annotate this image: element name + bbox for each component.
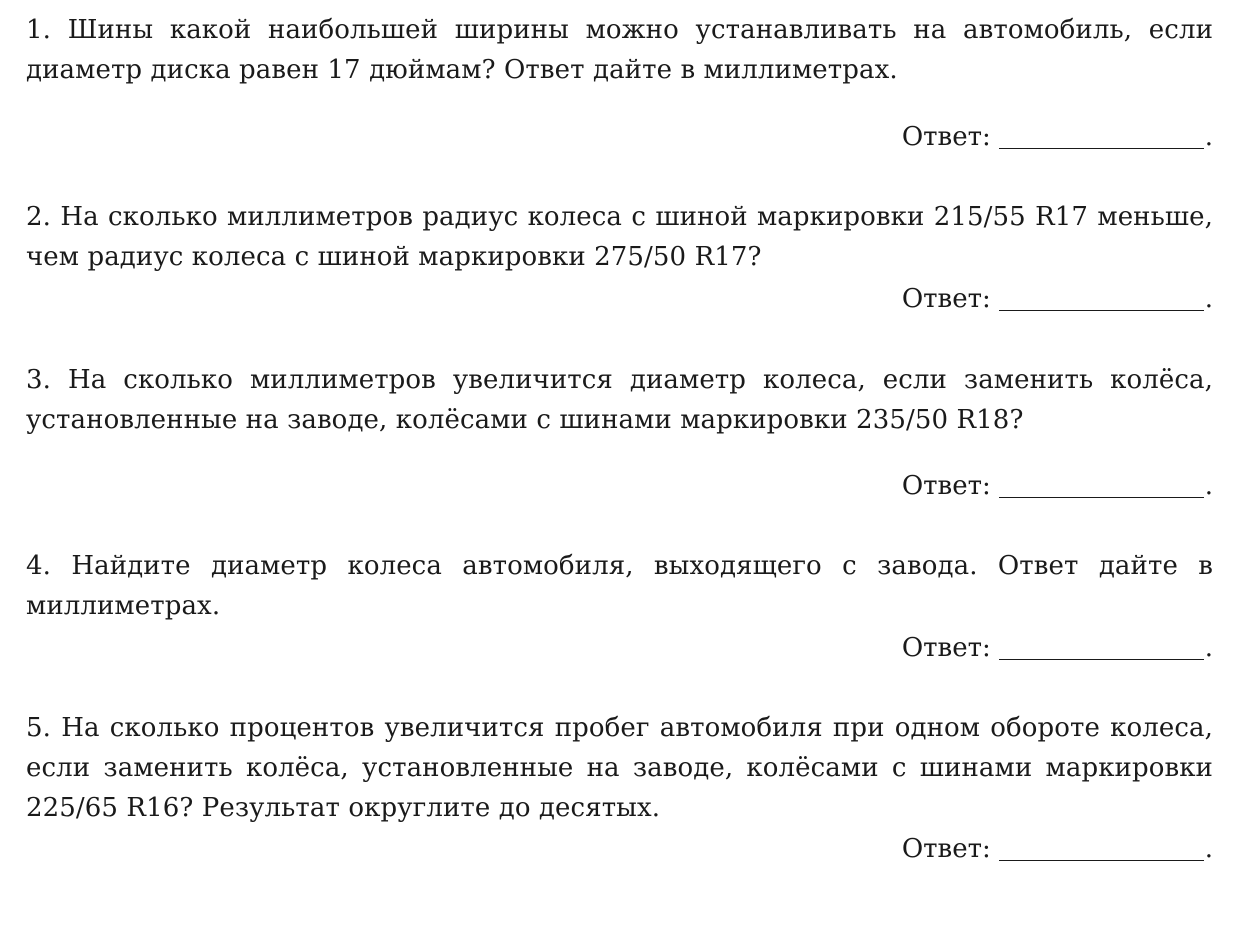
- answer-end: .: [1204, 834, 1213, 864]
- question-1: [26, 10, 1213, 90]
- answer-end: .: [1204, 284, 1213, 314]
- answer-label: Ответ:: [901, 633, 991, 663]
- question-3: [26, 360, 1213, 440]
- question-2: [26, 197, 1213, 277]
- answer-line-5: [902, 829, 1213, 869]
- answer-end: .: [1204, 122, 1213, 152]
- answer-blank-3[interactable]: [999, 471, 1204, 498]
- answer-label: Ответ:: [901, 834, 991, 864]
- question-4-text: 4. Найдите диаметр колеса автомобиля, выходящего с завода. Ответ дайте в миллиметрах.: [26, 551, 1213, 621]
- answer-line-3: [902, 466, 1213, 506]
- question-3-text: 3. На сколько миллиметров увеличится диаметр колеса, если заменить колёса, установленные на заводе, колёсами с шинами маркировки 235/50 R18?: [26, 365, 1213, 435]
- answer-label: Ответ:: [901, 122, 991, 152]
- answer-end: .: [1204, 471, 1213, 501]
- answer-blank-1[interactable]: [999, 122, 1204, 149]
- answer-line-1: [902, 117, 1213, 157]
- answer-end: .: [1204, 633, 1213, 663]
- answer-blank-4[interactable]: [999, 633, 1204, 660]
- answer-blank-2[interactable]: [999, 284, 1204, 311]
- answer-label: Ответ:: [901, 284, 991, 314]
- answer-line-2: [902, 279, 1213, 319]
- question-4: [26, 546, 1213, 626]
- answer-label: Ответ:: [901, 471, 991, 501]
- question-2-text: 2. На сколько миллиметров радиус колеса с шиной маркировки 215/55 R17 меньше, чем радиус колеса с шиной маркировки 275/50 R17?: [26, 202, 1213, 272]
- question-5: [26, 708, 1213, 828]
- question-5-text: 5. На сколько процентов увеличится пробег автомобиля при одном обороте колеса, если заменить колёса, установленные на заводе, колёсами с шинами маркировки 225/65 R16? Результат округлите до десятых.: [26, 713, 1213, 823]
- answer-blank-5[interactable]: [999, 834, 1204, 861]
- question-1-text: 1. Шины какой наибольшей ширины можно устанавливать на автомобиль, если диаметр диска равен 17 дюймам? Ответ дайте в миллиметрах.: [26, 15, 1213, 85]
- answer-line-4: [902, 628, 1213, 668]
